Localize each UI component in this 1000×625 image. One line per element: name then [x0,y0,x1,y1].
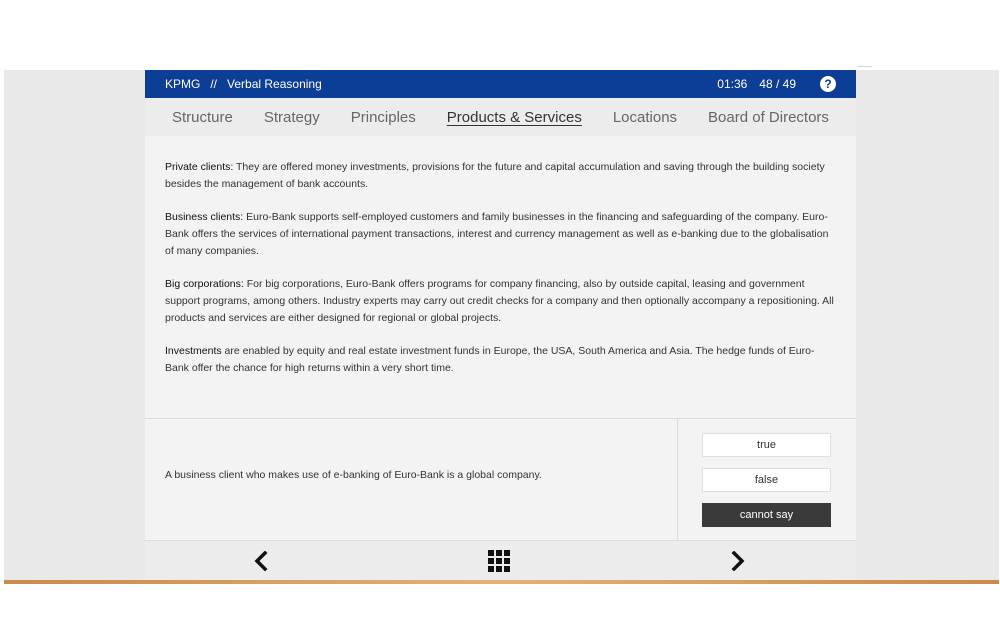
passage-paragraph [165,343,836,377]
question-statement: A business client who makes use of e-banking of Euro-Bank is a global company. [165,469,542,481]
breadcrumb-separator: // [210,77,218,91]
tab-strategy[interactable]: Strategy [263,108,320,126]
passage-term: Private clients: [165,161,234,173]
chevron-left-icon [254,551,268,571]
answer-cannot-say-button[interactable]: cannot say [702,503,831,527]
bottom-navigation [145,540,856,580]
passage-paragraph [165,159,836,193]
section-title: Verbal Reasoning [227,77,322,91]
passage-paragraph [165,209,836,260]
passage-term: Business clients: [165,211,244,223]
question-panel [145,418,856,540]
answer-true-button[interactable]: true [702,433,831,457]
previous-button[interactable] [247,547,275,575]
tab-structure[interactable]: Structure [172,108,233,126]
tab-products-services[interactable]: Products & Services [446,108,582,126]
divider [4,580,999,584]
timer: 01:36 [717,77,748,91]
tab-board-of-directors[interactable]: Board of Directors [708,108,829,126]
passage-text: They are offered money investments, provisions for the future and capital accumulation and saving through the building society besides the management of bank accounts. [165,161,825,190]
passage-text: Euro-Bank supports self-employed customers and family businesses in the financing and safeguarding of the company. Euro-Bank offers the services of international payment transactions, interest and currency management as well as e-banking due to the globalisation of many companies. [165,211,829,257]
question-counter: 48 / 49 [759,77,796,91]
divider [858,66,872,67]
tab-bar [145,98,856,136]
test-window [145,70,856,580]
tab-principles[interactable]: Principles [350,108,416,126]
passage-text: are enabled by equity and real estate investment funds in Europe, the USA, South America and Asia. The hedge funds of Euro-Bank offer the chance for high returns within a very short time. [165,345,815,374]
passage [145,136,856,377]
passage-term: Investments [165,345,222,357]
passage-paragraph [165,276,836,327]
question-overview-button[interactable] [485,547,513,575]
brand-label: KPMG [165,77,201,91]
answer-false-button[interactable]: false [702,468,831,492]
tab-locations[interactable]: Locations [612,108,678,126]
grid-icon [488,550,510,572]
next-button[interactable] [724,547,752,575]
divider [677,419,678,541]
passage-text: For big corporations, Euro-Bank offers programs for company financing, also by outside capital, leasing and government support programs, among others. Industry experts may carry out credit checks for a company and then optionally accompany a repositioning. All products and services are either designed for regional or global projects. [165,278,834,324]
passage-term: Big corporations: [165,278,244,290]
help-icon[interactable]: ? [820,76,836,92]
chevron-right-icon [731,551,745,571]
header-bar [145,70,856,98]
